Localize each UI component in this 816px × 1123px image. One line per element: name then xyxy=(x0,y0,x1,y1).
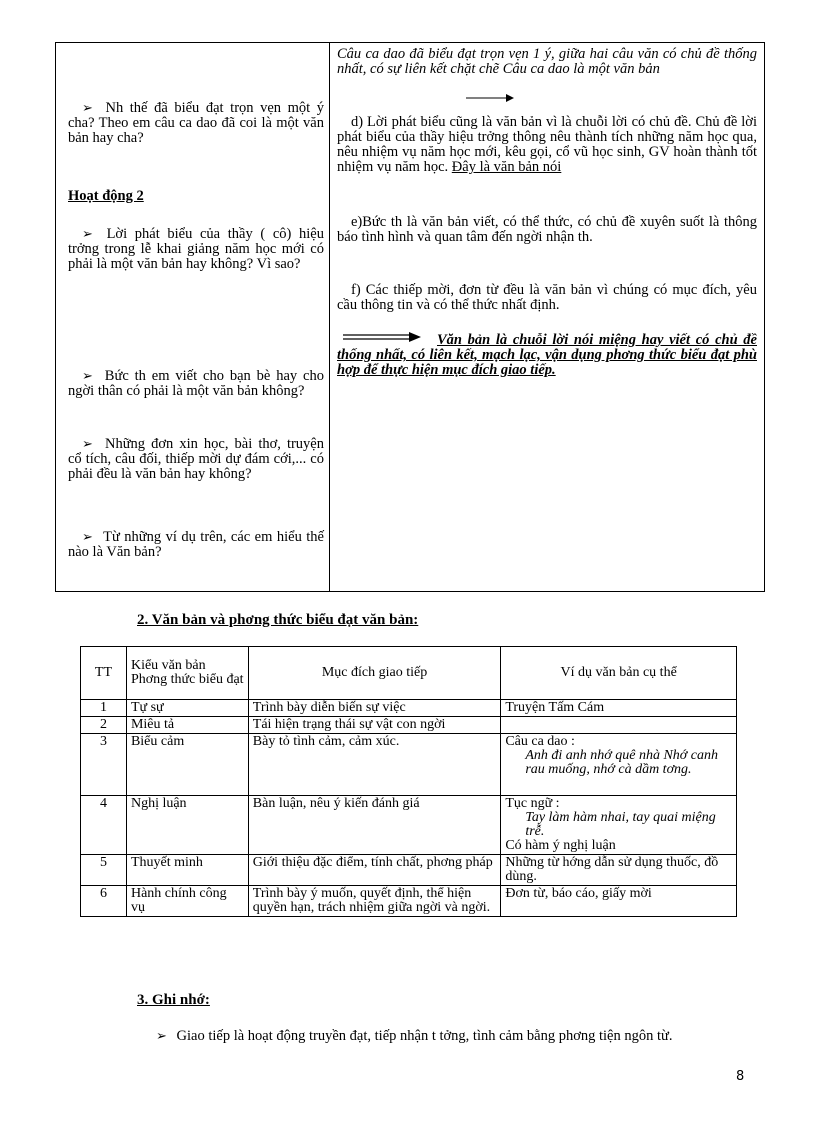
question-ca-dao-text: Nh thế đã biểu đạt trọn vẹn một ý cha? Theo em câu ca dao đã coi là một văn bản hay cha? xyxy=(68,100,324,146)
note-paragraph xyxy=(142,1028,762,1045)
note-text: Giao tiếp là hoạt động truyền đạt, tiếp nhận t tởng, tình cảm bằng phơng tiện ngôn từ. xyxy=(176,1028,673,1044)
table-row xyxy=(81,700,737,717)
cell-purpose: Trình bày ý muốn, quyết định, thể hiện quyền hạn, trách nhiệm giữa ngời và ngời. xyxy=(248,886,501,917)
cell-kind: Tự sự xyxy=(126,700,248,717)
header-purpose: Mục đích giao tiếp xyxy=(248,647,501,700)
column-divider xyxy=(329,43,330,591)
question-speech xyxy=(68,227,324,272)
example-note: Có hàm ý nghị luận xyxy=(505,838,616,853)
question-speech-text: Lời phát biểu của thầy ( cô) hiệu trởng trong lễ khai giảng năm học mới có phải là một văn bản hay không? Vì sao? xyxy=(68,226,324,272)
example-quote: Anh đi anh nhớ quê nhà Nhớ canh rau muống, nhớ cà dầm tơng. xyxy=(525,748,718,777)
cell-example xyxy=(501,734,737,796)
cell-kind: Biểu cảm xyxy=(126,734,248,796)
example-quote: Tay làm hàm nhai, tay quai miệng trễ. xyxy=(525,810,716,839)
paragraph-f xyxy=(337,283,757,313)
paragraph-d-conclusion: Đây là văn bản nói xyxy=(451,159,562,175)
cell-example xyxy=(501,717,737,734)
activity-heading xyxy=(68,189,324,204)
cell-tt: 4 xyxy=(81,796,127,855)
paragraph-e xyxy=(337,215,757,245)
cell-kind: Hành chính công vụ xyxy=(126,886,248,917)
question-definition-text: Từ những ví dụ trên, các em hiểu thế nào là Văn bản? xyxy=(68,529,324,560)
paragraph-d-text: d) Lời phát biểu cũng là văn bản vì là chuỗi lời có chủ đề. Chủ đề lời phát biểu của thầy hiệu trởng thông nêu thành tích những năm học qua, nêu nhiệm vụ năm học mới, kêu gọi, cổ vũ học sinh, GV hoàn thành tốt nhiệm vụ năm học. xyxy=(337,114,757,175)
section-2-title: 2. Văn bản và phơng thức biểu đạt văn bản: xyxy=(137,612,419,628)
cell-example: Đơn từ, báo cáo, giấy mời xyxy=(501,886,737,917)
table-row xyxy=(81,855,737,886)
header-example: Ví dụ văn bản cụ thể xyxy=(501,647,737,700)
cell-purpose: Giới thiệu đặc điểm, tính chất, phơng pháp xyxy=(248,855,501,886)
cell-kind: Nghị luận xyxy=(126,796,248,855)
cell-purpose: Tái hiện trạng thái sự vật con ngời xyxy=(248,717,501,734)
header-tt: TT xyxy=(81,647,127,700)
ca-dao-explanation xyxy=(337,47,757,77)
paragraph-e-text: e)Bức th là văn bản viết, có thể thức, có chủ đề xuyên suốt là thông báo tình hình và quan tâm đến ngời nhận th. xyxy=(337,214,757,245)
modes-table xyxy=(80,646,737,917)
cell-tt: 2 xyxy=(81,717,127,734)
ca-dao-text: Câu ca dao đã biểu đạt trọn vẹn 1 ý, giữa hai câu văn có chủ đề thống nhất, có sự liên kết chặt chẽ Câu ca dao là một văn bản xyxy=(337,46,757,77)
table-header-row xyxy=(81,647,737,700)
table-row xyxy=(81,734,737,796)
paragraph-d xyxy=(337,115,757,175)
cell-example xyxy=(501,796,737,855)
paragraph-f-text: f) Các thiếp mời, đơn từ đều là văn bản vì chúng có mục đích, yêu cầu thông tin và có thể thức nhất định. xyxy=(337,282,757,313)
cell-example: Những từ hớng dẫn sử dụng thuốc, đồ dùng. xyxy=(501,855,737,886)
table-row xyxy=(81,886,737,917)
question-forms-text: Những đơn xin học, bài thơ, truyện cổ tích, câu đối, thiếp mời dự đám cới,... có phải đều là văn bản hay không? xyxy=(68,436,324,482)
section-3-title: 3. Ghi nhớ: xyxy=(137,992,210,1008)
cell-tt: 5 xyxy=(81,855,127,886)
example-label: Câu ca dao : xyxy=(505,734,575,749)
cell-kind: Thuyết minh xyxy=(126,855,248,886)
example-label: Tục ngữ : xyxy=(505,796,560,811)
arrow-icon xyxy=(466,93,516,103)
question-forms xyxy=(68,437,324,482)
question-ca-dao xyxy=(68,101,324,146)
cell-tt: 1 xyxy=(81,700,127,717)
question-definition xyxy=(68,530,324,560)
question-letter xyxy=(68,369,324,399)
page-number: 8 xyxy=(736,1069,745,1084)
cell-example: Truyện Tấm Cám xyxy=(501,700,737,717)
question-letter-text: Bức th em viết cho bạn bè hay cho ngời thân có phải là một văn bản không? xyxy=(68,368,324,399)
activity-heading-text: Hoạt động 2 xyxy=(68,188,144,204)
table-row xyxy=(81,796,737,855)
cell-purpose: Bày tỏ tình cảm, cảm xúc. xyxy=(248,734,501,796)
cell-tt: 3 xyxy=(81,734,127,796)
cell-purpose: Trình bày diễn biến sự việc xyxy=(248,700,501,717)
cell-tt: 6 xyxy=(81,886,127,917)
cell-purpose: Bàn luận, nêu ý kiến đánh giá xyxy=(248,796,501,855)
cell-kind: Miêu tả xyxy=(126,717,248,734)
table-row xyxy=(81,717,737,734)
text-definition xyxy=(337,333,757,378)
activity-table xyxy=(55,42,765,592)
definition-text: Văn bản là chuỗi lời nói miệng hay viết có chủ đề thống nhất, có liên kết, mạch lạc, vận dụng phơng thức biểu đạt phù hợp để thực hiện mục đích giao tiếp. xyxy=(337,332,757,378)
header-kind: Kiểu văn bản Phơng thức biểu đạt xyxy=(126,647,248,700)
